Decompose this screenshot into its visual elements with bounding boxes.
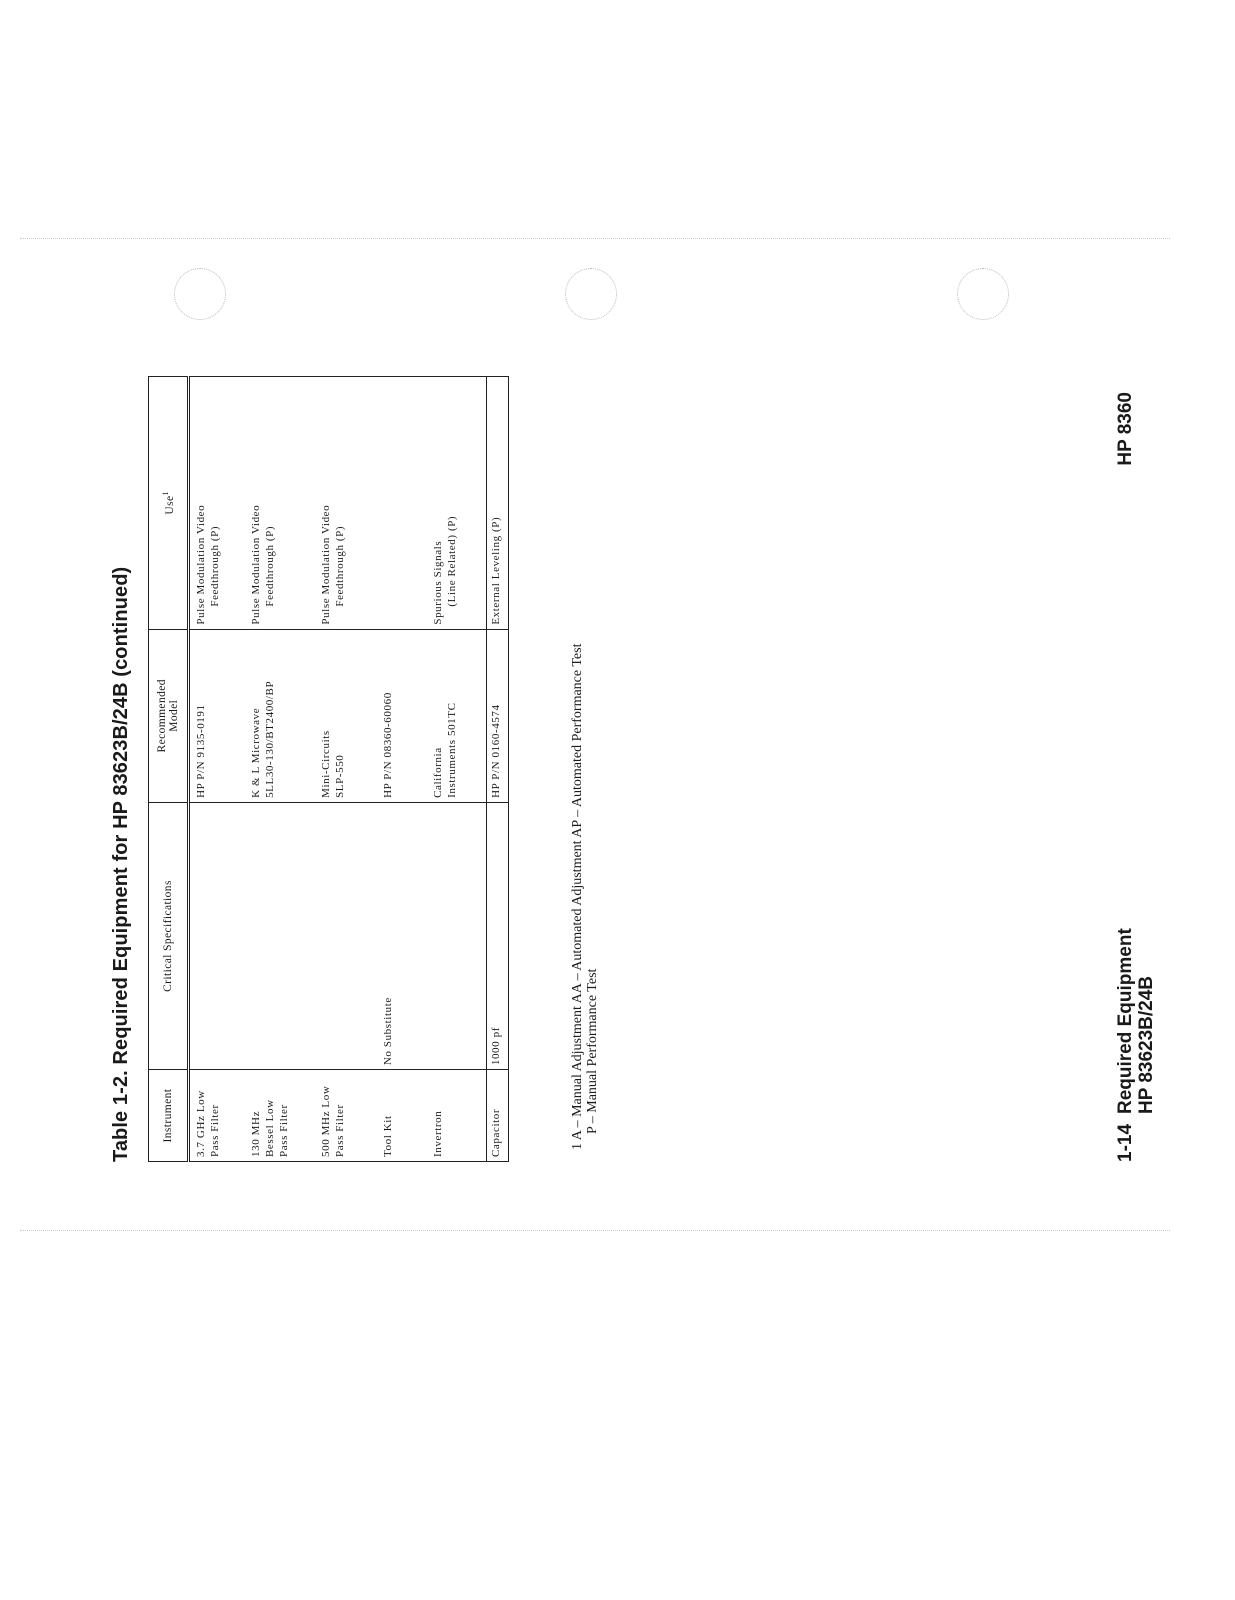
cell-instrument	[487, 1070, 509, 1162]
cell-recommended-model	[315, 629, 377, 802]
cell-instrument-line: 500 MHz Low	[319, 1085, 332, 1157]
cell-recommended-model	[487, 629, 509, 802]
section-title: Required Equipment	[1115, 928, 1136, 1114]
table-row	[245, 377, 315, 1162]
cell-instrument-line: 3.7 GHz Low	[195, 1090, 207, 1157]
cell-recommended-model	[245, 629, 315, 802]
cell-use-line: External Leveling (P)	[490, 516, 502, 625]
cell-recommended-model	[189, 629, 245, 802]
cell-critical-specifications	[315, 802, 377, 1069]
cell-use	[377, 377, 427, 630]
table-row	[377, 377, 427, 1162]
header-model-line2: Model	[168, 699, 180, 732]
cell-recommended-model-line: Mini-Circuits	[319, 730, 332, 798]
page-footer-section	[1115, 928, 1157, 1162]
table-row	[315, 377, 377, 1162]
table-row	[487, 377, 509, 1162]
required-equipment-table	[148, 376, 509, 1162]
cell-instrument	[427, 1070, 487, 1162]
cell-critical-specifications	[245, 802, 315, 1069]
cell-critical-specifications-line: No Substitute	[381, 997, 394, 1066]
table-row	[189, 377, 245, 1162]
cell-instrument	[315, 1070, 377, 1162]
cell-instrument-line: Pass Filter	[333, 1104, 346, 1157]
section-subtitle: HP 83623B/24B	[1136, 975, 1157, 1114]
header-recommended-model	[149, 629, 189, 802]
cell-use-line: Pulse Modulation Video	[195, 504, 207, 625]
cell-use	[189, 377, 245, 630]
cell-recommended-model-line: HP P/N 0160-4574	[490, 704, 502, 798]
cell-use	[315, 377, 377, 630]
cell-instrument	[189, 1070, 245, 1162]
header-critical-specifications: Critical Specifications	[149, 802, 189, 1069]
cell-use	[487, 377, 509, 630]
cell-instrument	[377, 1070, 427, 1162]
footnote-line-1: 1 A – Manual Adjustment AA – Automated Adjustment AP – Automated Performance Test	[570, 643, 585, 1150]
cell-use-line: Pulse Modulation Video	[319, 504, 332, 625]
cell-recommended-model-line: K & L Microwave	[249, 707, 262, 798]
cell-instrument-line: Tool Kit	[381, 1115, 394, 1157]
header-model-line1: Recommended	[156, 679, 168, 753]
table-row	[427, 377, 487, 1162]
header-use-footnote-ref: 1	[160, 491, 170, 496]
header-instrument: Instrument	[149, 1070, 189, 1162]
page-number: 1-14	[1115, 1123, 1136, 1162]
cell-use-line: Feedthrough (P)	[263, 525, 276, 607]
cell-critical-specifications	[189, 802, 245, 1069]
cell-recommended-model	[427, 629, 487, 802]
cell-recommended-model-line: Instruments 501TC	[445, 702, 458, 798]
cell-use	[245, 377, 315, 630]
cell-recommended-model-line: 5LL30-130/BT2400/BP	[263, 680, 276, 798]
table-header-row	[149, 377, 189, 1162]
cell-use-line: Feedthrough (P)	[333, 525, 346, 607]
cell-instrument-line: 130 MHz	[249, 1110, 262, 1157]
cell-critical-specifications-line: 1000 pf	[490, 1027, 502, 1066]
scan-binder-line-bottom	[20, 1230, 1170, 1231]
product-name: HP 8360	[1115, 392, 1136, 466]
rotated-page-content	[110, 170, 1157, 1170]
cell-critical-specifications	[427, 802, 487, 1069]
cell-use-line: Pulse Modulation Video	[249, 504, 262, 625]
cell-use	[427, 377, 487, 630]
cell-recommended-model	[377, 629, 427, 802]
cell-instrument-line: Pass Filter	[277, 1104, 290, 1157]
table-title: Table 1-2. Required Equipment for HP 83623B/24B (continued)	[110, 566, 132, 1162]
cell-critical-specifications	[487, 802, 509, 1069]
cell-instrument-line: Bessel Low	[263, 1099, 276, 1157]
cell-recommended-model-line: California	[431, 747, 444, 798]
cell-recommended-model-line: HP P/N 08360-60060	[381, 692, 394, 798]
cell-recommended-model-line: HP P/N 9135-0191	[195, 704, 207, 798]
cell-recommended-model-line: SLP-550	[333, 754, 346, 798]
header-use-label: Use	[163, 495, 176, 515]
cell-critical-specifications	[377, 802, 427, 1069]
cell-instrument-line: Pass Filter	[209, 1104, 221, 1157]
cell-use-line: (Line Related) (P)	[445, 515, 458, 607]
cell-instrument-line: Invertron	[431, 1110, 444, 1157]
cell-use-line: Feedthrough (P)	[209, 525, 221, 607]
table-footnote	[570, 644, 600, 1151]
cell-instrument	[245, 1070, 315, 1162]
header-use	[149, 377, 189, 630]
cell-instrument-line: Capacitor	[490, 1108, 502, 1157]
footnote-line-2: P – Manual Performance Test	[585, 968, 600, 1134]
cell-use-line: Spurious Signals	[431, 540, 444, 625]
